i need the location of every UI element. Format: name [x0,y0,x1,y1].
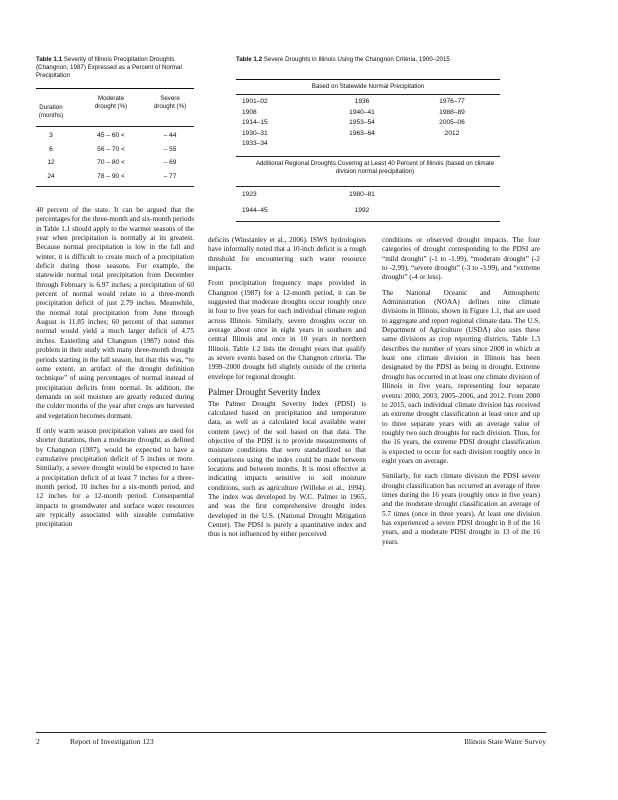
table-1-2-year: 2012 [444,129,460,137]
table-1-2-regional-year: 1944–45 [242,207,268,214]
table-1-2-year: 1953–54 [349,119,375,127]
table-1-2-header-statewide: Based on Statewide Normal Precipitation [311,83,425,90]
table-1-1-cell: – 55 [163,145,177,153]
table-1-1-header-rule [36,126,194,127]
table-1-2-label: Table 1.2 [236,56,263,63]
table-1-1-header-moderate: Moderate drought (%) [94,95,128,110]
table-1-1-cell: 70 – 80 < [97,159,125,166]
table-1-1-cell: 6 [49,145,53,153]
table-1-2-year: 1940–41 [349,108,375,116]
table-1-2-header-regional: Additional Regional Droughts Covering at Least 40 Percent of Illinois (based on climate division normal precipitation) [255,160,495,175]
body-paragraph: 40 percent of the state. It can be argued that the percentages for the three-month and six-month periods in Table 1.1 should apply to the warmer seasons of the year when precipitation is normally at its greatest. Because normal precipitation is low in the fall and winter, it is difficult to create much of a precipitation deficit during those seasons. For example, the statewide normal total precipitation from December through February is 6.97 inches; a precipitation of 60 percent of normal would relate to a three-month precipitation deficit of just 2.79 inches. Meanwhile, the normal total precipitation from June through August is 11.85 inches; 60 percent of that summer normal would yield a much larger deficit of 4.75 inches. Easterling and Changnon (1987) noted this problem in their study with many three-month drought periods starting in the fall season, but that this was, “to some extent, an artifact of the drought definition technique” of using percentages of normal instead of precipitation deficits from normal. In addition, the demands on soil moisture are greatly reduced during the colder months of the year after crops are harvested and vegetation becomes dormant. [36,206,194,420]
body-paragraph: deficits (Winstanley et al., 2006). ISWS hydrologists have informally noted that a 10-inch deficit is a rough threshold for encountering such water resource impacts. [208,236,366,273]
table-1-2-regional-year: 1980–81 [349,191,375,198]
body-paragraph: The National Oceanic and Atmospheric Administration (NOAA) defines nine climate divisions in Illinois, shown in Figure 1.1, that are used to aggregate and report regional climate data. The U.S. Department of Agriculture (USDA) also uses these same divisions as crop reporting districts. Table 1.3 describes the number of years since 2000 in which at least one climate division in Illinois has been designated by the PDSI as being in drought. Extreme drought has occurred in at least one climate division of Illinois in five years, representing four separate events: 2000, 2003, 2005–2006, and 2012. From 2000 to 2015, each individual climate division has received an extreme drought classification at least once and up to three separate years with an average value of roughly two such droughts for each division. Thus, for the 16 years, the extreme PDSI drought classification is expected to occur for each division roughly once in eight years on average. [382,288,540,465]
footer-rule [36,732,546,733]
table-1-2-year: 1908 [242,108,257,116]
table-1-1-bottom-rule [36,186,194,187]
body-paragraph: From precipitation frequency maps provided in Changnon (1987) for a 12-month period, it can be suggested that moderate droughts occur roughly once in four to five years for each individual climate region across Illinois. Similarly, severe droughts occur on average about once in eight years in southern and central Illinois and once in 10 years in northern Illinois. Table 1.2 lists the drought years that qualify as severe events based on the Changnon criteria. The 1999–2000 drought fell slightly outside of the criteria envelope for regional drought. [208,279,366,381]
table-1-1-cell: 3 [49,132,53,139]
table-1-1-cell: 24 [47,172,55,180]
table-1-2-header-rule [236,94,500,95]
table-1-2-caption [236,56,506,64]
table-1-2-year: 2005–06 [439,119,465,127]
table-1-1-cell: 45 – 60 < [97,132,125,139]
table-1-2-regional-year: 1992 [354,207,370,214]
body-paragraph: conditions or observed drought impacts. The four categories of drought corresponding to the PDSI are “mild drought” (-1 to -1.99), “moderate drought” (-2 to -2.99), “severe drought” (-3 to -3.99), and “extreme drought” (-4 or less). [382,236,540,282]
body-paragraph: Similarly, for each climate division the PDSI severe drought classification has occurred an average of three times during the 16 years (roughly once in five years) and the moderate drought classification an average of 5.7 times (once in three years). At least one division has experienced a severe PDSI drought in 8 of the 16 years, and a moderate PDSI drought in 13 of the 16 years. [382,472,540,546]
body-column-left [36,206,194,536]
table-1-2-year: 1901–02 [242,98,268,105]
table-1-1-top-rule [36,88,194,89]
table-1-1-caption [36,56,196,80]
table-1-1-cell: – 44 [163,132,177,139]
body-paragraph: If only warm season precipitation values are used for shorter durations, then a moderate drought, as defined by Changnon (1987), would be expected to have a cumulative precipitation deficit of 5 inches or more. Similarly, a severe drought would be expected to have a precipitation deficit of at least 7 inches for a three-month period, 10 inches for a six-month period, and 12 inches for a 12-month period. Consequential impacts to groundwater and surface water resources are typically associated with sizeable cumulative precipitation [36,426,194,529]
table-1-1-header-severe: Severe drought (%) [153,95,187,110]
table-1-1-cell: 12 [47,159,55,166]
body-column-right [382,236,540,553]
table-1-1-caption-text: Severity of Illinois Precipitation Droughts (Changnon, 1987) Expressed as a Percent of Normal Precipitation [36,56,182,79]
table-1-1-cell: – 77 [163,172,177,180]
section-heading: Palmer Drought Severity Index [208,387,321,398]
table-1-1-cell: 56 – 70 < [97,145,125,153]
table-1-1-cell: – 69 [163,159,177,166]
table-1-2-caption-text: Severe Droughts in Illinois Using the Changnon Criteria, 1900–2015 [263,56,450,63]
table-1-2-mid-rule [236,156,500,157]
footer-report-title: Report of Investigation 123 [70,737,154,746]
table-1-1-label: Table 1.1 [36,56,63,63]
body-paragraph: The Palmer Drought Severity Index (PDSI) is calculated based on precipitation and temperature data, as well as a calculated local available water content (awc) of the soil based on that data. The objective of the PDSI is to provide measurements of moisture conditions that were standardized so that comparisons using the index could be made between locations and between months. It is most effective at indicating impacts sensitive to soil moisture conditions, such as agriculture (Willeke et al., 1994). The index was developed by W.C. Palmer in 1965, and was the first comprehensive drought index developed in the U.S. (National Drought Mitigation Center). The PDSI is purely a quantitative index and thus is not influenced by either perceived [208,399,366,539]
table-1-2-year: 1936 [354,98,370,105]
footer-agency: Illinois State Water Survey [464,737,546,746]
table-1-2-regional-rule [236,186,500,187]
table-1-2-year: 1976–77 [439,98,465,105]
table-1-1-cell: 78 – 90 < [97,172,125,180]
table-1-2-year: 1988–89 [439,108,465,116]
table-1-2-bottom-rule [236,221,500,222]
table-1-2-year: 1963–64 [349,129,375,137]
page-number: 2 [36,737,40,746]
table-1-2-year: 1914–15 [242,119,268,127]
table-1-2-year: 1933–34 [242,140,268,148]
table-1-2-year: 1930–31 [242,129,268,137]
body-column-middle [208,236,366,546]
table-1-2-top-rule [236,79,500,80]
table-1-2-regional-year: 1923 [242,191,257,198]
table-1-1-header-duration: Duration (months) [38,104,64,119]
